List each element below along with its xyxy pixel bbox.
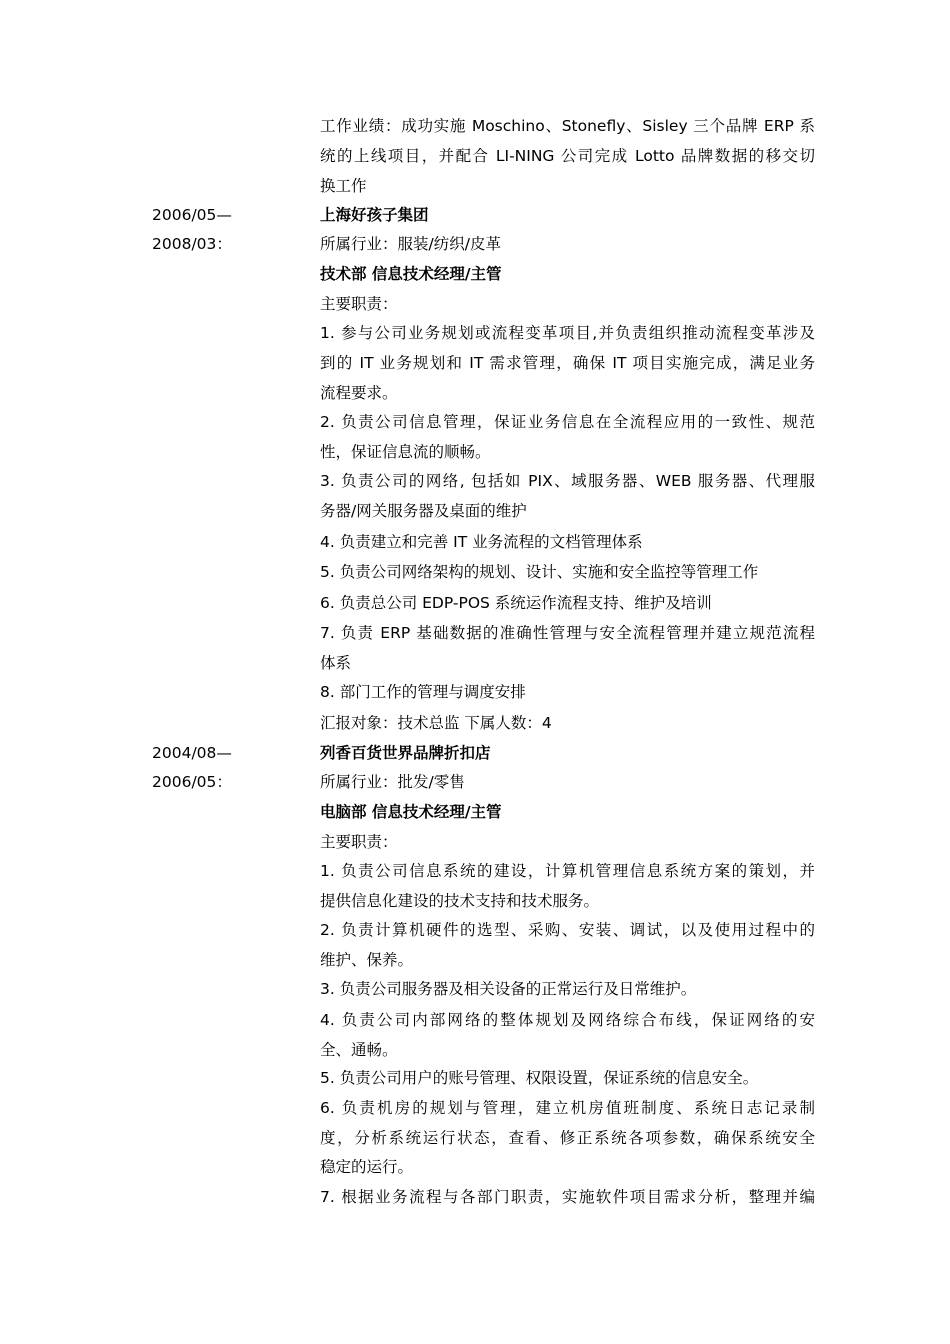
position-line: 技术部 信息技术经理/主管 xyxy=(320,265,502,283)
duty-line: 流程要求。 xyxy=(320,384,398,402)
duty-line: 1. 负责公司信息系统的建设，计算机管理信息系统方案的策划，并 xyxy=(320,862,815,880)
duty-line: 5. 负责公司网络架构的规划、设计、实施和安全监控等管理工作 xyxy=(320,563,759,581)
duty-line: 提供信息化建设的技术支持和技术服务。 xyxy=(320,892,600,910)
duty-line: 6. 负责机房的规划与管理，建立机房值班制度、系统日志记录制 xyxy=(320,1099,815,1117)
duties-label: 主要职责： xyxy=(320,295,398,313)
duty-line: 7. 根据业务流程与各部门职责，实施软件项目需求分析，整理并编 xyxy=(320,1188,815,1206)
duty-line: 1. 参与公司业务规划或流程变革项目,并负责组织推动流程变革涉及 xyxy=(320,324,815,342)
duty-line: 度，分析系统运行状态，查看、修正系统各项参数，确保系统安全 xyxy=(320,1129,815,1147)
duties-label: 主要职责： xyxy=(320,833,398,851)
duty-line: 4. 负责公司内部网络的整体规划及网络综合布线，保证网络的安 xyxy=(320,1011,815,1029)
duty-line: 务器/网关服务器及桌面的维护 xyxy=(320,502,527,520)
achievement-line: 换工作 xyxy=(320,177,367,195)
duty-line: 4. 负责建立和完善 IT 业务流程的文档管理体系 xyxy=(320,533,643,551)
achievement-line: 工作业绩：成功实施 Moschino、Stonefly、Sisley 三个品牌 ERP 系 xyxy=(320,117,815,135)
duty-line: 2. 负责公司信息管理，保证业务信息在全流程应用的一致性、规范 xyxy=(320,413,815,431)
job-date-start: 2006/05— xyxy=(152,206,232,224)
duty-line: 3. 负责公司的网络, 包括如 PIX、域服务器、WEB 服务器、代理服 xyxy=(320,472,815,490)
position-line: 电脑部 信息技术经理/主管 xyxy=(320,803,502,821)
duty-line: 3. 负责公司服务器及相关设备的正常运行及日常维护。 xyxy=(320,980,697,998)
duty-line: 8. 部门工作的管理与调度安排 xyxy=(320,683,526,701)
job-date-start: 2004/08— xyxy=(152,744,232,762)
duty-line: 性，保证信息流的顺畅。 xyxy=(320,443,491,461)
job-date-end: 2006/05： xyxy=(152,773,232,791)
duty-line: 5. 负责公司用户的账号管理、权限设置，保证系统的信息安全。 xyxy=(320,1069,759,1087)
duty-line: 2. 负责计算机硬件的选型、采购、安装、调试，以及使用过程中的 xyxy=(320,921,815,939)
report-line: 汇报对象：技术总监 下属人数：4 xyxy=(320,714,552,732)
company-name: 上海好孩子集团 xyxy=(320,206,429,224)
industry-line: 所属行业：批发/零售 xyxy=(320,773,465,791)
duty-line: 7. 负责 ERP 基础数据的准确性管理与安全流程管理并建立规范流程 xyxy=(320,624,815,642)
duty-line: 维护、保养。 xyxy=(320,951,414,969)
duty-line: 全、通畅。 xyxy=(320,1041,398,1059)
industry-line: 所属行业：服装/纺织/皮革 xyxy=(320,235,501,253)
duty-line: 体系 xyxy=(320,654,352,672)
duty-line: 到的 IT 业务规划和 IT 需求管理，确保 IT 项目实施完成，满足业务 xyxy=(320,354,815,372)
duty-line: 6. 负责总公司 EDP-POS 系统运作流程支持、维护及培训 xyxy=(320,594,712,612)
achievement-line: 统的上线项目，并配合 LI-NING 公司完成 Lotto 品牌数据的移交切 xyxy=(320,147,815,165)
job-date-end: 2008/03： xyxy=(152,235,232,253)
duty-line: 稳定的运行。 xyxy=(320,1158,414,1176)
company-name: 列香百货世界品牌折扣店 xyxy=(320,744,491,762)
